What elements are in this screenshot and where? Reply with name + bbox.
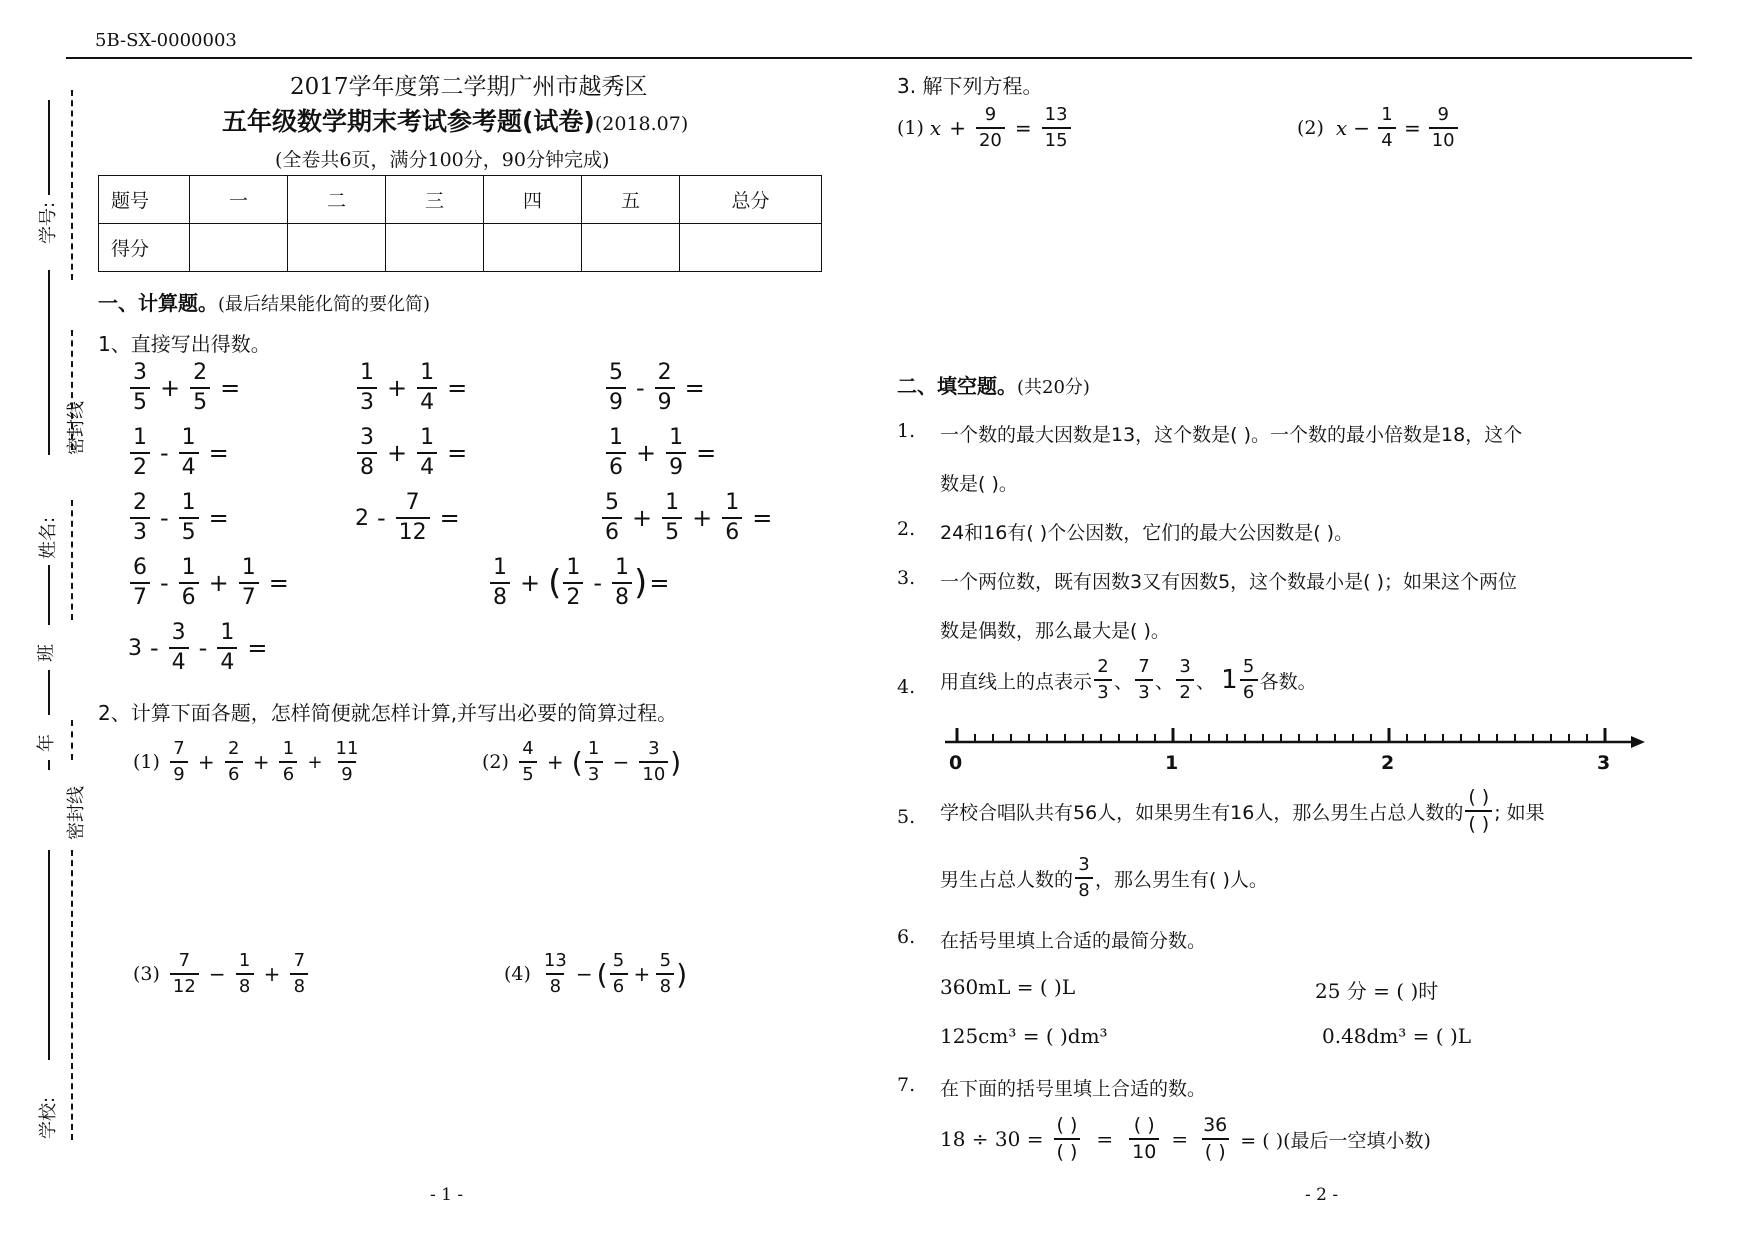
fill-q5-line2-text: 男生占总人数的 (940, 868, 1074, 891)
section2-title: 二、填空题。 (897, 374, 1017, 398)
score-cell[interactable] (582, 224, 680, 272)
calc-item: (4) $\frac{13}{8}$ − ( $\frac{5}{6}$ + $\frac{5}{8}$ ) (504, 950, 688, 997)
fill-num: 5. (897, 806, 916, 828)
fill-q4-text-end: 各数。 (1259, 670, 1317, 693)
margin-line (48, 760, 50, 770)
item-label: (3) (133, 963, 160, 985)
q7-prefix: 18 ÷ 30 = (940, 1127, 1044, 1151)
blank[interactable]: ( ) (1465, 810, 1492, 834)
class-label: 班 (36, 644, 57, 662)
exam-title-line1: 2017学年度第二学期广州市越秀区 (290, 74, 648, 100)
fill-q5-line2: 男生占总人数的 $\frac{3}{8}$ ，那么男生有( )人。 (940, 854, 1268, 901)
seal-dashed-line (71, 720, 73, 760)
conversion-item: 360mL = ( )L (940, 975, 1076, 999)
calc-item: (3) $\frac{7}{12}$ − $\frac{1}{8}$ + $\frac{7}{8}$ (133, 952, 310, 996)
calc-item: $\frac{2}{3}$ - $\frac{1}{5}$ = (128, 492, 237, 544)
calc-item: (2) $\frac{4}{5}$ + ( $\frac{1}{3}$ − $\frac{3}{10}$ ) (482, 738, 682, 785)
score-header-cell: 总分 (680, 176, 822, 224)
score-cell[interactable] (190, 224, 288, 272)
section1-title: 一、计算题。 (98, 291, 218, 315)
fill-q2-line1: 24和16有( )个公因数，它们的最大公因数是( )。 (940, 522, 1354, 544)
fill-q4-text: 用直线上的点表示 (940, 670, 1093, 693)
fill-num: 4. (897, 676, 916, 698)
section2-heading (897, 370, 1090, 399)
page-number-2: - 2 - (1305, 1185, 1339, 1205)
calc-item: $\frac{6}{7}$ - $\frac{1}{6}$ + $\frac{1}{7}$ = (128, 557, 297, 609)
header-rule (66, 57, 1692, 59)
school-label: 学校: (38, 1096, 60, 1140)
seal-dashed-line (71, 500, 73, 620)
calc-item: $\frac{1}{8}$ + ( $\frac{1}{2}$ - $\frac{1}{8}$ ) = (488, 557, 677, 609)
seal-line-label-2: 密封线 (66, 786, 87, 840)
calc-item: $\frac{5}{6}$ + $\frac{1}{5}$ + $\frac{1}{6}$ = (600, 492, 780, 544)
calc-item: $\frac{5}{9}$ - $\frac{2}{9}$ = (604, 362, 713, 414)
number-line-label: 0 (949, 752, 963, 774)
exam-title: 五年级数学期末考试参考题(试卷) (222, 107, 595, 136)
fill-q4: 用直线上的点表示 $\frac{2}{3}$ 、 $\frac{7}{3}$ 、 $\frac{3}{2}$ 、 1 $\frac{5}{6}$ 各数。 (940, 656, 1317, 703)
fill-q1-line2: 数是( )。 (940, 473, 1018, 495)
number-line-label: 3 (1597, 752, 1611, 774)
fill-num: 6. (897, 926, 916, 948)
q1-heading: 1、直接写出得数。 (98, 332, 271, 356)
score-cell[interactable] (680, 224, 822, 272)
score-header-cell: 题号 (99, 176, 190, 224)
section1-note: (最后结果能化简的要化简) (218, 294, 431, 315)
score-header-cell: 一 (190, 176, 288, 224)
blank[interactable]: ( ) (1133, 1114, 1155, 1136)
score-header-cell: 二 (288, 176, 386, 224)
section1-heading (98, 287, 430, 316)
number-line (945, 725, 1645, 785)
calc-item: $\frac{1}{6}$ + $\frac{1}{9}$ = (604, 427, 724, 479)
fill-q3-line1: 一个两位数，既有因数3又有因数5，这个数最小是( )；如果这个两位 (940, 571, 1518, 593)
item-label: (4) (504, 963, 531, 985)
fill-num: 2. (897, 518, 916, 540)
margin-line (48, 670, 50, 715)
blank[interactable]: ( ) (1202, 1138, 1229, 1162)
fill-q5-line1 (940, 788, 1545, 834)
blank[interactable]: ( ) (1468, 786, 1490, 808)
seal-dashed-line (71, 90, 73, 280)
exam-date: (2018.07) (594, 113, 689, 135)
conversion-item: 0.48dm³ = ( )L (1322, 1024, 1472, 1048)
section3-title: 3. 解下列方程。 (897, 74, 1043, 98)
fill-q7: 在下面的括号里填上合适的数。 (940, 1078, 1207, 1100)
item-label: (2) (482, 751, 509, 773)
section2-note: (共20分) (1017, 377, 1090, 398)
margin-line (48, 565, 50, 625)
seal-dashed-line (71, 330, 73, 450)
item-label: (1) (897, 117, 924, 139)
seal-dashed-line (71, 850, 73, 1140)
score-header-cell: 三 (386, 176, 484, 224)
exam-title-line2 (222, 102, 688, 138)
calc-item: (1) $\frac{7}{9}$ + $\frac{2}{6}$ + $\frac{1}{6}$ + $\frac{11}{9}$ (133, 738, 359, 785)
margin-line (48, 270, 50, 455)
score-table (98, 175, 822, 272)
score-cell[interactable] (288, 224, 386, 272)
equation-item: (2) x − $\frac{1}{4}$ = $\frac{9}{10}$ (1297, 106, 1460, 150)
name-label: 姓名: (38, 516, 60, 560)
student-no-label: 学号: (38, 201, 60, 245)
seal-line-label: 密封线 (66, 401, 87, 455)
conversion-item: 25 分 = ( )时 (1315, 979, 1439, 1003)
fill-q5-text: 学校合唱队共有56人，如果男生有16人，那么男生占总人数的 (940, 801, 1464, 824)
score-cell[interactable] (484, 224, 582, 272)
q7-suffix: = ( )(最后一空填小数) (1240, 1129, 1431, 1152)
whole-number: 3 (128, 635, 142, 661)
number-line-label: 2 (1381, 752, 1395, 774)
margin-line (48, 850, 50, 1060)
fill-q3-line2: 数是偶数，那么最大是( )。 (940, 620, 1170, 642)
calc-item: 3 - $\frac{3}{4}$ - $\frac{1}{4}$ = (128, 620, 268, 675)
calc-item: $\frac{1}{2}$ - $\frac{1}{4}$ = (128, 427, 237, 479)
score-row-label: 得分 (99, 224, 190, 272)
item-label: (2) (1297, 117, 1324, 139)
equation-item: (1) x + $\frac{9}{20}$ = $\frac{13}{15}$ (897, 106, 1073, 150)
number-line-label: 1 (1165, 752, 1179, 774)
q2-heading: 2、计算下面各题，怎样简便就怎样计算,并写出必要的简算过程。 (98, 701, 678, 725)
score-header-cell: 五 (582, 176, 680, 224)
item-label: (1) (133, 751, 160, 773)
calc-item: $\frac{1}{3}$ + $\frac{1}{4}$ = (355, 362, 475, 414)
calc-item: $\frac{3}{5}$ + $\frac{2}{5}$ = (128, 362, 248, 414)
margin-line (48, 100, 50, 195)
page-number-1: - 1 - (430, 1185, 464, 1205)
exam-subtitle: (全卷共6页，满分100分，90分钟完成) (275, 149, 610, 171)
score-cell[interactable] (386, 224, 484, 272)
fill-q6: 在括号里填上合适的最简分数。 (940, 930, 1207, 952)
fill-num: 3. (897, 567, 916, 589)
whole-number: 2 (355, 505, 369, 531)
score-header-cell: 四 (484, 176, 582, 224)
calc-item: $\frac{3}{8}$ + $\frac{1}{4}$ = (355, 427, 475, 479)
doc-id: 5B-SX-0000003 (95, 30, 237, 51)
fill-q1-line1: 一个数的最大因数是13，这个数是( )。一个数的最小倍数是18，这个 (940, 424, 1523, 446)
fill-q7-equation: 18 ÷ 30 = $\frac{( )}{( )}$ = $\frac{( )}{10}$ = $\frac{36}{( )}$ = ( )(最后一空填小数) (940, 1114, 1431, 1163)
calc-item: 2 - $\frac{7}{12}$ = (355, 490, 460, 545)
fill-q5-line2-end: ，那么男生有( )人。 (1095, 868, 1268, 891)
blank[interactable]: ( ) (1054, 1138, 1081, 1162)
fill-q5-text-end: ; 如果 (1494, 801, 1545, 824)
fill-num: 1. (897, 420, 916, 442)
blank[interactable]: ( ) (1056, 1114, 1078, 1136)
fill-num: 7. (897, 1074, 916, 1096)
conversion-item: 125cm³ = ( )dm³ (940, 1024, 1108, 1048)
grade-label: 年 (36, 734, 57, 752)
